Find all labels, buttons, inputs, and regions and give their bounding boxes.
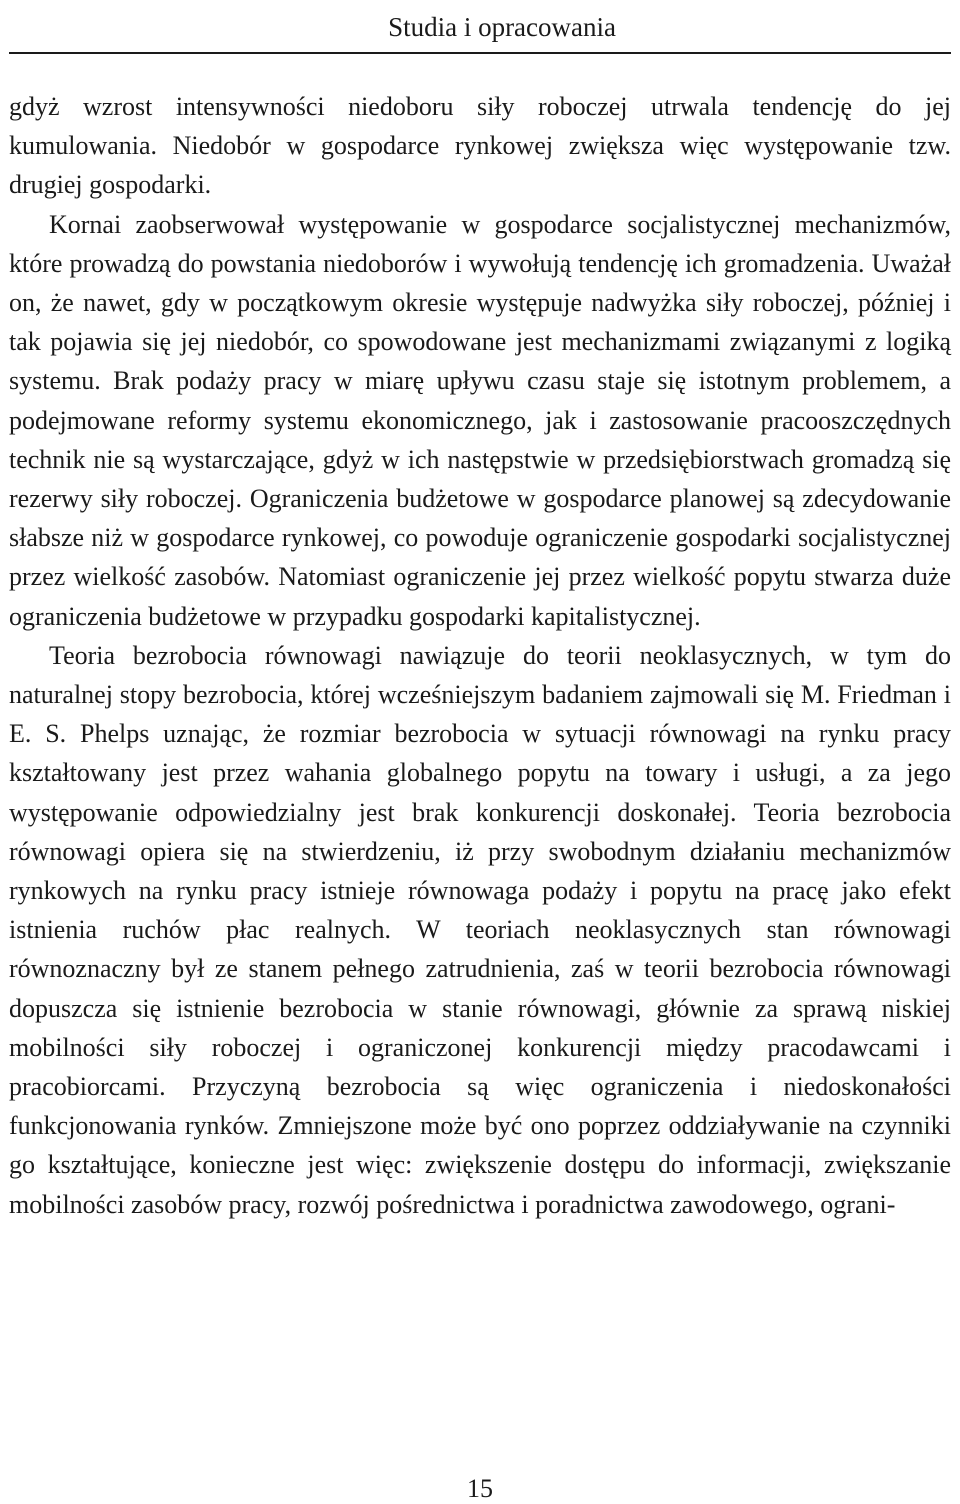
body-text	[9, 87, 951, 1224]
header-rule	[9, 52, 951, 54]
paragraph-kornai: Kornai zaobserwował występowanie w gospodarce socjalistycznej mechanizmów, które prowadzą do powstania niedoborów i wywołują tendencję ich gromadzenia. Uważał on, że nawet, gdy w początkowym okresie występuje nadwyżka siły roboczej, później i tak pojawia się jej niedobór, co spowodowane jest mechanizmami związanymi z logiką systemu. Brak podaży pracy w miarę upływu czasu staje się istotnym problemem, a podejmowane reformy systemu ekonomicznego, jak i zastosowanie pracooszczędnych technik nie są wystarczające, gdyż w ich następstwie w przedsiębiorstwach gromadzą się rezerwy siły roboczej. Ograniczenia budżetowe w gospodarce planowej są zdecydowanie słabsze niż w gospodarce rynkowej, co powoduje ograniczenie gospodarki socjalistycznej przez wielkość zasobów. Natomiast ograniczenie jej przez wielkość popytu stwarza duże ograniczenia budżetowe w przypadku gospodarki kapitalistycznej.	[9, 209, 951, 631]
running-head-title: Studia i opracowania	[388, 12, 616, 42]
paragraph-continuation: gdyż wzrost intensywności niedoboru siły roboczej utrwala tendencję do jej kumulowania. Niedobór w gospodarce rynkowej zwiększa więc występowanie tzw. drugiej gospodarki.	[9, 92, 951, 200]
page-number: 15	[467, 1474, 493, 1503]
paragraph-equilibrium-theory: Teoria bezrobocia równowagi nawiązuje do teorii neoklasycznych, w tym do naturalnej stopy bezrobocia, której wcześniejszym badaniem zajmowali się M. Friedman i E. S. Phelps uznając, że rozmiar bezrobocia w sytuacji równowagi na rynku pracy kształtowany jest przez wahania globalnego popytu na towary i usługi, a za jego występowanie odpowiedzialny jest brak konkurencji doskonałej. Teoria bezrobocia równowagi opiera się na stwierdzeniu, iż przy swobodnym działaniu mechanizmów rynkowych na rynku pracy istnieje równowaga podaży i popytu na pracę jako efekt istnienia ruchów płac realnych. W teoriach neoklasycznych stan równowagi równoznaczny był ze stanem pełnego zatrudnienia, zaś w teorii bezrobocia równowagi dopuszcza się istnienie bezrobocia w stanie równowagi, głównie za sprawą niskiej mobilności siły roboczej i ograniczonej konkurencji między pracodawcami i pracobiorcami. Przyczyną bezrobocia są więc ograniczenia i niedoskonałości funkcjonowania rynków. Zmniejszone może być ono poprzez oddziaływanie na czynniki go kształtujące, konieczne jest więc: zwiększenie dostępu do informacji, zwiększanie mobilności zasobów pracy, rozwój pośrednictwa i poradnictwa zawodowego, ograni-	[9, 640, 951, 1219]
